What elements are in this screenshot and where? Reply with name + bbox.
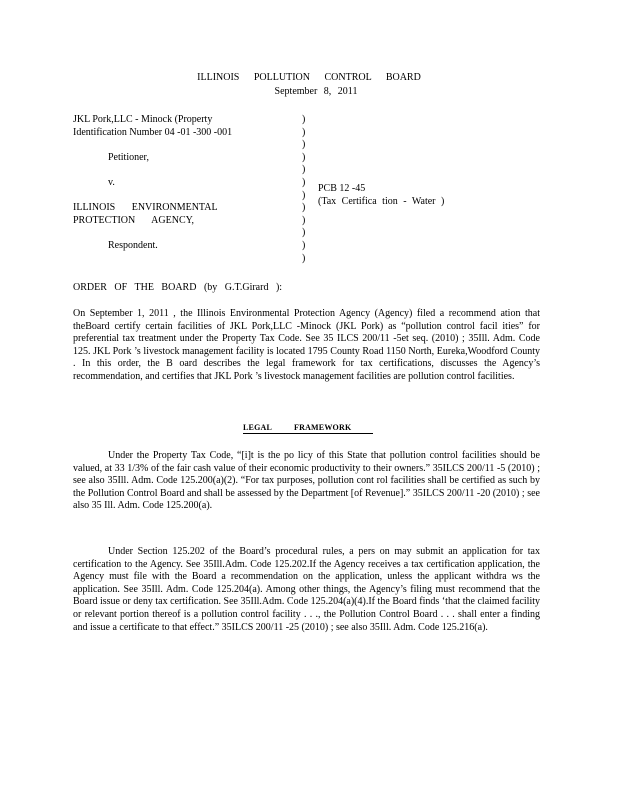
paren: ) (302, 151, 306, 163)
case-type: (Tax Certifica tion - Water ) (318, 196, 445, 207)
caption-respondent-name-2: PROTECTION AGENCY, (73, 214, 195, 226)
intro-paragraph (73, 308, 540, 384)
caption-respondent-role: Respondent. (108, 239, 158, 251)
paragraph-2-text: Under the Property Tax Code, “[i]t is the po licy of this State that pollution control facilities should be valued, at 33 1/3% of the fair cash value of their economic productivity to their owners.” 35ILCS 200/11 -5 (2010) ; see also 35Ill. Adm. Code 125.200(a)(2). “For tax purposes, pollution cont rol facilities shall be certified as such by the Pollution Control Board and shall be assessed by the Department [of Revenue].” 35ILCS 200/11 -20 (2010) ; see also 35 Ill. Adm. Code 125.200(a). (73, 450, 540, 512)
order-of-the-board: ORDER OF THE BOARD (by G.T.Girard ): (73, 282, 283, 293)
intro-paragraph-text: On September 1, 2011 , the Illinois Environmental Protection Agency (Agency) filed a recommend ation that theBoard certify certain facilities of JKL Pork,LLC -Minock (JKL Pork) as “pollution control facil ities” for preferential tax treatment under the Property Tax Code. See 35 ILCS 200/11 -5et seq. (2010) ; 35Ill. Adm. Code 125. JKL Pork ’s livestock management facility is located 1795 County Road 1150 North, Eureka,Woodford County . In this order, the B oard describes the legal framework for tax certifications, discusses the Agency’s recommendation, and certifies that JKL Pork ’s livestock management facilities are pollution control facilities. (73, 308, 540, 382)
paren: ) (302, 164, 306, 176)
paren: ) (302, 239, 306, 251)
heading-word-framework: FRAMEWORK (294, 423, 352, 432)
order-date: September 8, 2011 (274, 86, 358, 97)
paren: ) (302, 126, 306, 138)
paren: ) (302, 252, 306, 264)
heading-word-legal: LEGAL (243, 423, 273, 432)
paren: ) (302, 202, 306, 214)
paren: ) (302, 227, 306, 239)
paren: ) (302, 176, 306, 188)
caption-petitioner-name: JKL Pork,LLC - Minock (Property (73, 114, 213, 125)
paren: ) (302, 139, 306, 151)
section-heading-legal-framework (243, 423, 373, 434)
paren: ) (302, 114, 306, 125)
caption-blank (73, 190, 303, 203)
caption-versus: v. (108, 176, 115, 188)
paren: ) (302, 189, 306, 201)
caption-petitioner-role: Petitioner, (108, 151, 149, 163)
board-title: ILLINOIS POLLUTION CONTROL BOARD (197, 72, 421, 83)
caption-respondent-name-1: ILLINOIS ENVIRONMENTAL (73, 202, 218, 214)
caption-blank (73, 227, 303, 240)
paragraph-3-text: Under Section 125.202 of the Board’s procedural rules, a pers on may submit an application for tax certification to the Agency. See 35Ill.Adm. Code 125.202.If the Agency receives a tax certification application, the Agency must file with the Board a recommendation on the application, unless the applicant withdra ws the application. See 35Ill. Adm. Code 125.204(a). Among other things, the Agency’s filing must recommend that the Board issue or deny tax certification. See 35Ill.Adm. Code 125.204(a)(4).If the Board finds ‘that the claimed facility or relevant portion thereof is a pollution control facility . . ., the Pollution Control Board . . . shall enter a finding and issue a certificate to that effect.” 35ILCS 200/11 -25 (2010) ; see also 35Ill. Adm. Code 125.216(a). (73, 546, 540, 633)
caption-blank (73, 164, 303, 177)
case-number: PCB 12 -45 (318, 183, 366, 194)
caption-parties (73, 114, 303, 253)
caption-petitioner-id: Identification Number 04 -01 -300 -001 (73, 126, 233, 138)
paren: ) (302, 214, 306, 226)
caption-parentheses (302, 114, 310, 265)
legal-framework-paragraph-1 (73, 450, 540, 513)
legal-framework-paragraph-2 (73, 546, 540, 634)
caption-blank (73, 139, 303, 152)
